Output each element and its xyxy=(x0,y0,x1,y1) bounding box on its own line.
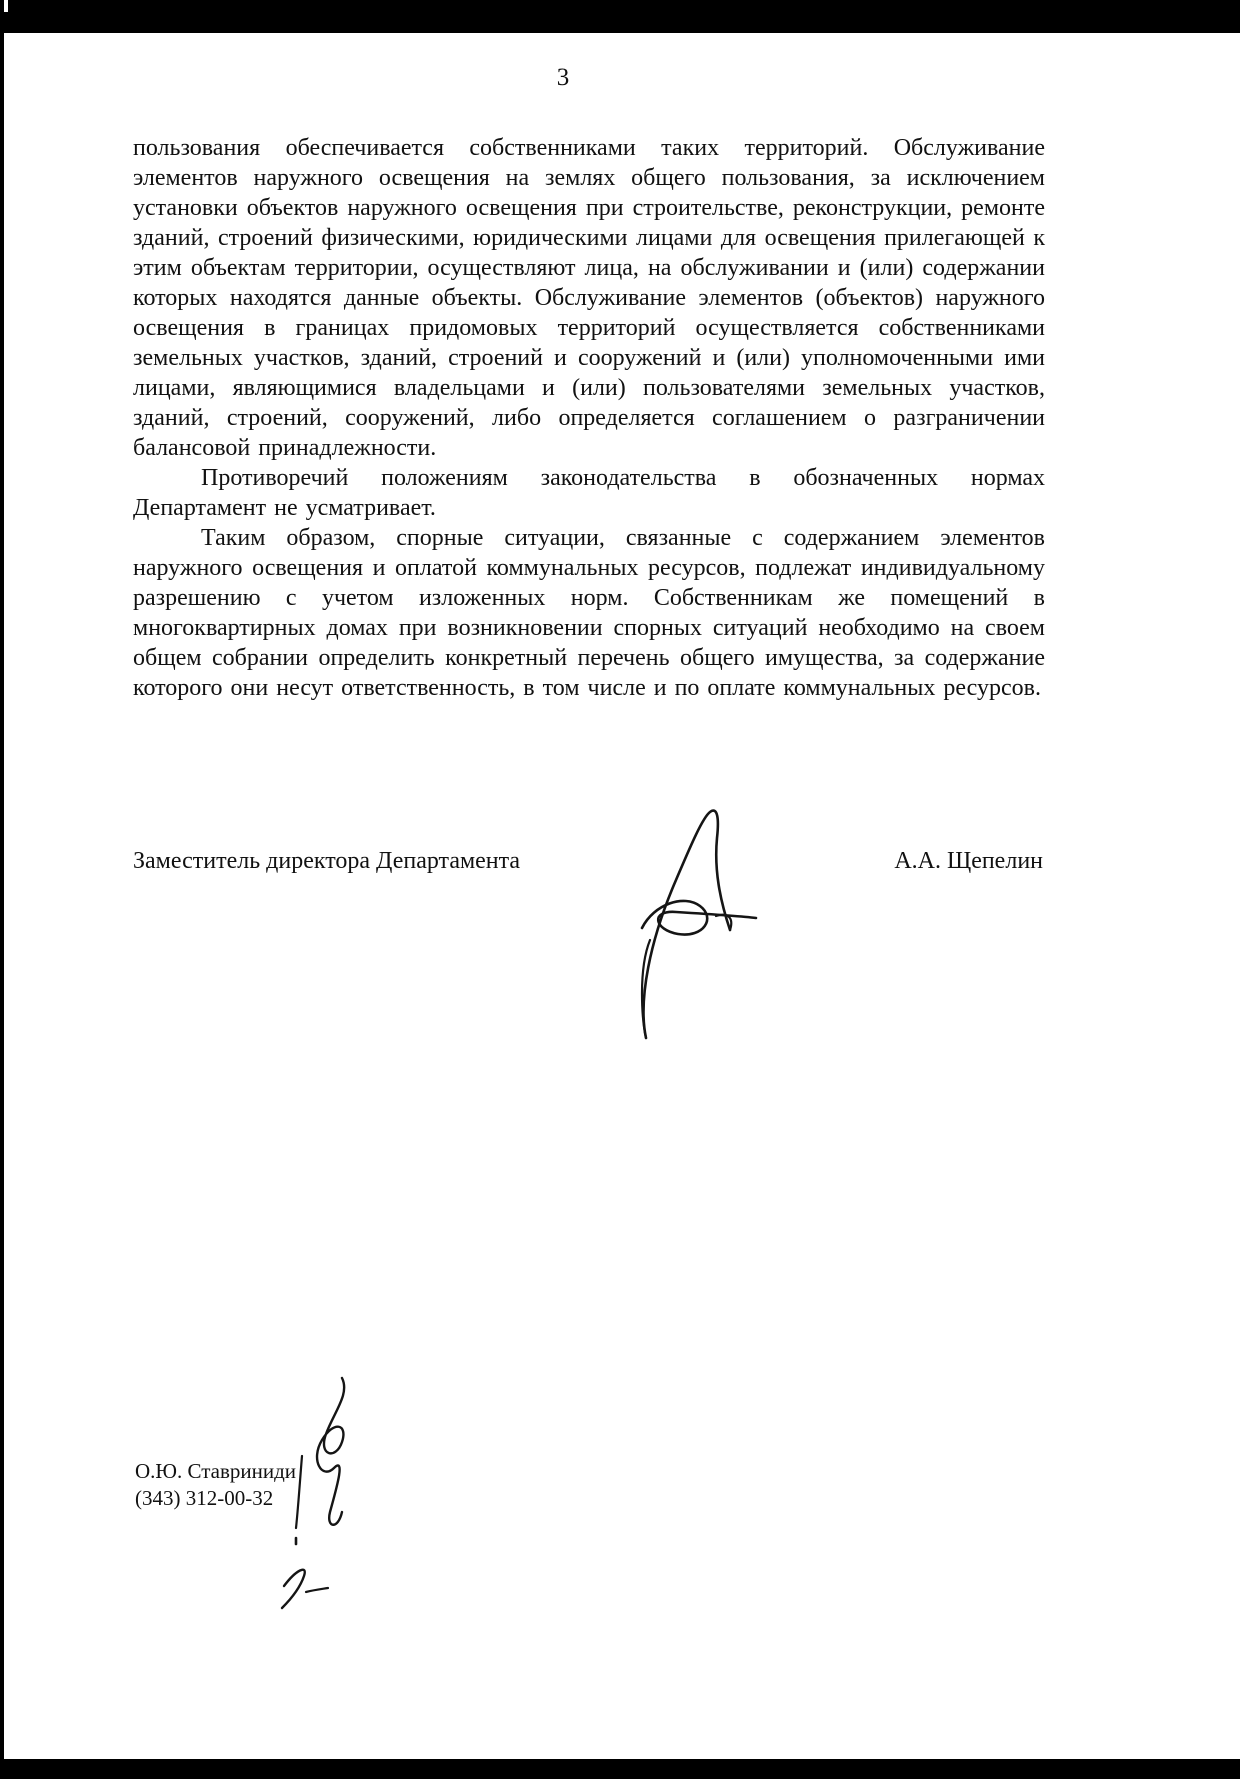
body-paragraph: Таким образом, спорные ситуации, связанные с содержанием элементов наружного освещения и оплатой коммунальных ресурсов, подлежат индивидуальному разрешению с учетом изложенных норм. Собственникам же помещений в многоквартирных домах при возникновении спорных ситуаций необходимо на своем общем собрании определить конкретный перечень общего имущества, за содержание которого они несут ответственность, в том числе и по оплате коммунальных ресурсов. xyxy=(133,525,1045,701)
signer-position-title: Заместитель директора Департамента xyxy=(133,848,521,874)
contact-name: О.Ю. Ставриниди xyxy=(135,1459,297,1483)
scan-border-top xyxy=(0,0,1240,33)
scan-border-left xyxy=(0,0,4,1779)
contact-phone: (343) 312-00-32 xyxy=(135,1486,274,1510)
page-number: 3 xyxy=(556,64,570,91)
letter-body xyxy=(133,133,1045,703)
body-paragraph: пользования обеспечивается собственниками таких территорий. Обслуживание элементов наружного освещения на землях общего пользования, за исключением установки объектов наружного освещения при строительстве, реконструкции, ремонте зданий, строений физическими, юридическими лицами для освещения прилегающей к этим объектам территории, осуществляют лица, на обслуживании и (или) содержании которых находятся данные объекты. Обслуживание элементов (объектов) наружного освещения в границах придомовых территорий осуществляется собственниками земельных участков, зданий, строений и сооружений и (или) уполномоченными ими лицами, являющимися владельцами и (или) пользователями земельных участков, зданий, строений, сооружений, либо определяется соглашением о разграничении балансовой принадлежности. xyxy=(133,135,1045,461)
signer-name: А.А. Щепелин xyxy=(894,848,1043,874)
footer-contact xyxy=(135,1458,296,1512)
scan-border-bottom xyxy=(0,1759,1240,1779)
body-paragraph: Противоречий положениям законодательства в обозначенных нормах Департамент не усматривает. xyxy=(133,465,1045,521)
signature-block xyxy=(133,848,1043,875)
handwritten-signature-icon xyxy=(598,790,798,1060)
